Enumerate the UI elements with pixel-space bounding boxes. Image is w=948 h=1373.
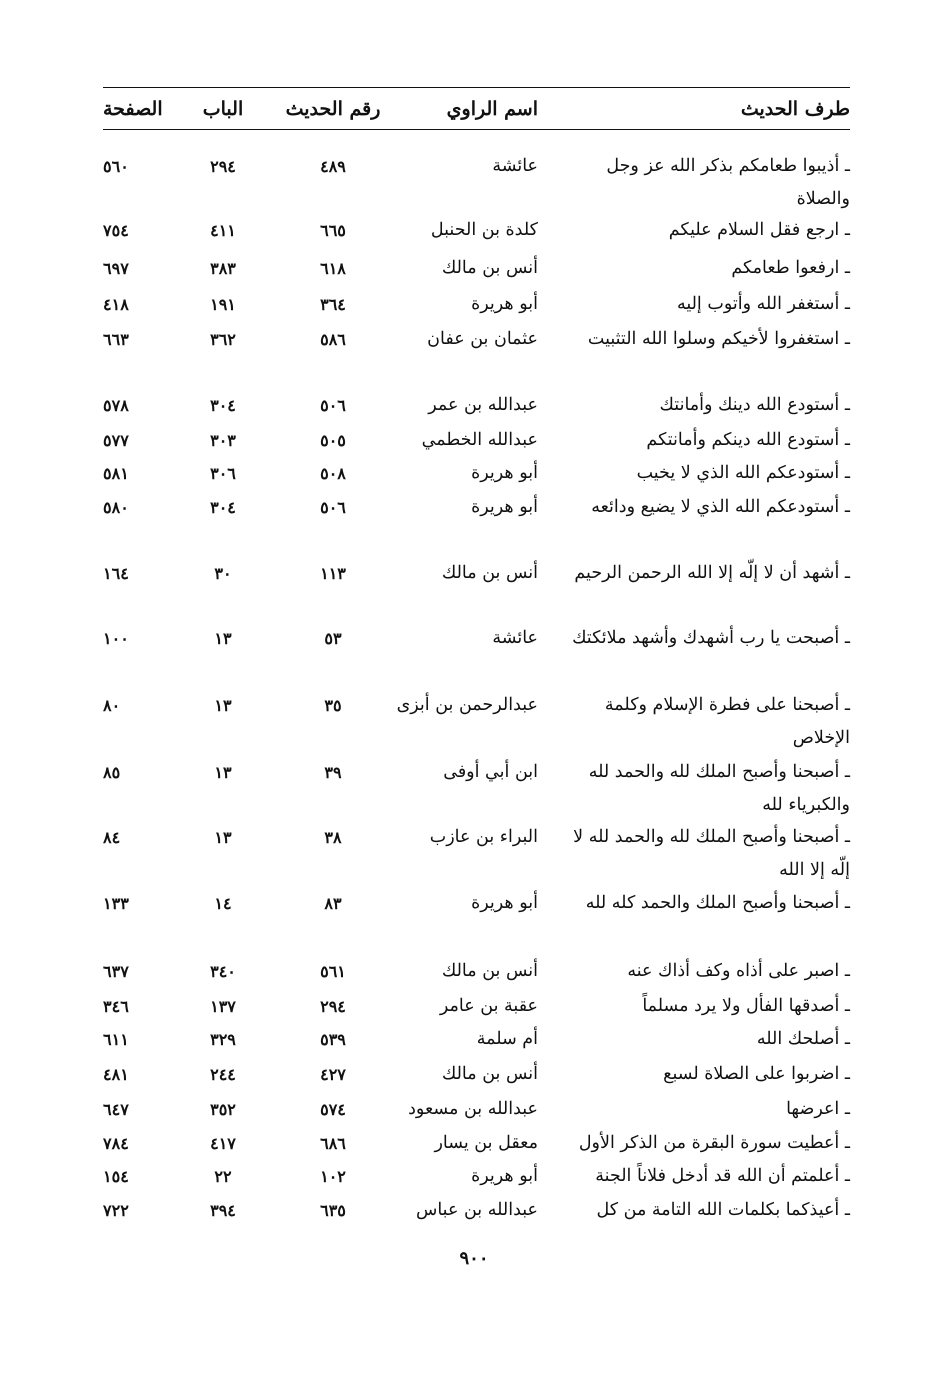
narrator-name: أنس بن مالك bbox=[441, 258, 538, 278]
chapter-number: ٣٢٩ bbox=[210, 1030, 236, 1049]
chapter-number: ٣٦٢ bbox=[210, 330, 236, 349]
header-rule bbox=[103, 129, 850, 130]
narrator-name: أنس بن مالك bbox=[441, 961, 538, 981]
page-ref: ٨٥ bbox=[103, 763, 121, 782]
hadith-number: ٣٩ bbox=[324, 763, 342, 782]
page-ref: ١٠٠ bbox=[103, 629, 129, 648]
hadith-number: ٨٣ bbox=[324, 894, 342, 913]
hadith-phrase: ـ أصبحنا وأصبح الملك لله والحمد لله لا إلّه إلا الله bbox=[573, 827, 850, 880]
hadith-number: ٥٠٦ bbox=[320, 498, 346, 517]
narrator-name: عبدالله الخطمي bbox=[421, 430, 538, 450]
chapter-number: ٤١١ bbox=[210, 221, 236, 240]
chapter-number: ٣٥٢ bbox=[210, 1100, 236, 1119]
page-ref: ٥٧٨ bbox=[103, 396, 129, 415]
page-ref: ٣٤٦ bbox=[103, 997, 129, 1016]
hadith-phrase: ـ أصلحك الله bbox=[756, 1029, 850, 1049]
narrator-name: عثمان بن عفان bbox=[427, 329, 538, 349]
page-ref: ٧٥٤ bbox=[103, 221, 129, 240]
hadith-number: ٦٨٦ bbox=[320, 1134, 346, 1153]
hadith-phrase: ـ ارجع فقل السلام عليكم bbox=[668, 220, 850, 240]
hadith-phrase: ـ ارفعوا طعامكم bbox=[731, 258, 850, 278]
chapter-number: ٣٠٦ bbox=[210, 464, 236, 483]
hadith-number: ٥٣ bbox=[324, 629, 342, 648]
hadith-phrase: ـ أصبحت يا رب أشهدك وأشهد ملائكتك bbox=[572, 628, 850, 648]
page-ref: ١٥٤ bbox=[103, 1167, 129, 1186]
chapter-number: ١٣٧ bbox=[210, 997, 236, 1016]
hadith-number: ٥٦١ bbox=[320, 962, 346, 981]
hadith-phrase: ـ أستودعكم الله الذي لا يخيب bbox=[636, 463, 850, 483]
chapter-number: ٣٩٤ bbox=[210, 1201, 236, 1220]
hadith-number: ٣٥ bbox=[324, 696, 342, 715]
chapter-number: ٣٠٤ bbox=[210, 498, 236, 517]
chapter-number: ١٩١ bbox=[210, 295, 236, 314]
narrator-name: أنس بن مالك bbox=[441, 563, 538, 583]
hadith-number: ٤٢٧ bbox=[320, 1065, 346, 1084]
hadith-phrase: ـ أصبحنا وأصبح الملك والحمد كله لله bbox=[585, 893, 850, 913]
page-ref: ١٦٤ bbox=[103, 564, 129, 583]
chapter-number: ٣٠٣ bbox=[210, 431, 236, 450]
narrator-name: ابن أبي أوفى bbox=[443, 762, 538, 782]
hadith-phrase: ـ أستودعكم الله الذي لا يضيع ودائعه bbox=[591, 497, 850, 517]
narrator-name: عقبة بن عامر bbox=[439, 996, 538, 1016]
hadith-number: ٣٨ bbox=[324, 828, 342, 847]
narrator-name: عائشة bbox=[492, 628, 538, 648]
hadith-number: ٤٨٩ bbox=[320, 157, 346, 176]
hadith-phrase: ـ أعطيت سورة البقرة من الذكر الأول bbox=[578, 1133, 850, 1153]
chapter-number: ٢٤٤ bbox=[210, 1065, 236, 1084]
page-ref: ٤١٨ bbox=[103, 295, 129, 314]
narrator-name: عائشة bbox=[492, 156, 538, 176]
hadith-number: ٦٣٥ bbox=[320, 1201, 346, 1220]
hadith-phrase: ـ أصدقها الفأل ولا يرد مسلماً bbox=[642, 996, 850, 1016]
page-ref: ٥٧٧ bbox=[103, 431, 129, 450]
hadith-phrase: ـ أذيبوا طعامكم بذكر الله عز وجل والصلاة bbox=[606, 156, 850, 209]
page-ref: ٦٤٧ bbox=[103, 1100, 129, 1119]
hadith-number: ٥٠٥ bbox=[320, 431, 346, 450]
page-ref: ٨٤ bbox=[103, 828, 121, 847]
page-ref: ٨٠ bbox=[103, 696, 121, 715]
hadith-number: ٥٠٦ bbox=[320, 396, 346, 415]
narrator-name: أبو هريرة bbox=[471, 893, 538, 913]
table-header bbox=[103, 94, 850, 124]
hadith-number: ٥٧٤ bbox=[320, 1100, 346, 1119]
hadith-number: ٥٠٨ bbox=[320, 464, 346, 483]
page-ref: ٧٢٢ bbox=[103, 1201, 129, 1220]
hadith-phrase: ـ استغفروا لأخيكم وسلوا الله التثبيت bbox=[587, 329, 850, 349]
header-narrator: اسم الراوي bbox=[446, 98, 538, 120]
narrator-name: كلدة بن الحنبل bbox=[430, 220, 538, 240]
narrator-name: عبدالرحمن بن أبزى bbox=[396, 695, 538, 715]
page-ref: ٦٩٧ bbox=[103, 259, 129, 278]
page-ref: ٦١١ bbox=[103, 1030, 129, 1049]
narrator-name: أبو هريرة bbox=[471, 294, 538, 314]
chapter-number: ١٤ bbox=[214, 894, 232, 913]
hadith-number: ١١٣ bbox=[320, 564, 346, 583]
header-hadith-phrase: طرف الحديث bbox=[740, 98, 850, 120]
hadith-phrase: ـ أعيذكما بكلمات الله التامة من كل bbox=[596, 1200, 850, 1220]
chapter-number: ٣٤٠ bbox=[210, 962, 236, 981]
page-ref: ٥٨١ bbox=[103, 464, 129, 483]
page-ref: ٥٨٠ bbox=[103, 498, 129, 517]
narrator-name: عبدالله بن عباس bbox=[415, 1200, 538, 1220]
page-number: ٩٠٠ bbox=[459, 1248, 489, 1269]
chapter-number: ٢٢ bbox=[214, 1167, 232, 1186]
chapter-number: ٢٩٤ bbox=[210, 157, 236, 176]
hadith-phrase: ـ أستودع الله دينك وأمانتك bbox=[659, 395, 850, 415]
header-page: الصفحة bbox=[103, 98, 163, 120]
narrator-name: أبو هريرة bbox=[471, 463, 538, 483]
hadith-phrase: ـ أشهد أن لا إلّه إلا الله الرحمن الرحيم bbox=[574, 563, 850, 583]
chapter-number: ١٣ bbox=[214, 763, 232, 782]
hadith-number: ٦٦٥ bbox=[320, 221, 346, 240]
hadith-number: ٣٦٤ bbox=[320, 295, 346, 314]
hadith-number: ١٠٢ bbox=[320, 1167, 346, 1186]
hadith-phrase: ـ أصبحنا على فطرة الإسلام وكلمة الإخلاص bbox=[604, 695, 850, 748]
header-chapter: الباب bbox=[202, 98, 244, 120]
hadith-number: ٥٨٦ bbox=[320, 330, 346, 349]
chapter-number: ١٣ bbox=[214, 828, 232, 847]
narrator-name: أم سلمة bbox=[476, 1029, 538, 1049]
hadith-phrase: ـ أستغفر الله وأتوب إليه bbox=[676, 294, 850, 314]
page-ref: ١٣٣ bbox=[103, 894, 129, 913]
hadith-phrase: ـ اصبر على أذاه وكف أذاك عنه bbox=[627, 961, 850, 981]
page-ref: ٦٣٧ bbox=[103, 962, 129, 981]
page-ref: ٥٦٠ bbox=[103, 157, 129, 176]
header-hadith-number: رقم الحديث bbox=[285, 98, 381, 120]
hadith-number: ٢٩٤ bbox=[320, 997, 346, 1016]
chapter-number: ٣٨٣ bbox=[210, 259, 236, 278]
hadith-phrase: ـ اضربوا على الصلاة لسبع bbox=[663, 1064, 850, 1084]
page-ref: ٧٨٤ bbox=[103, 1134, 129, 1153]
hadith-phrase: ـ اعرضها bbox=[786, 1099, 850, 1119]
hadith-number: ٦١٨ bbox=[320, 259, 346, 278]
narrator-name: عبدالله بن عمر bbox=[428, 395, 538, 415]
top-rule bbox=[103, 87, 850, 88]
hadith-phrase: ـ أستودع الله دينكم وأمانتكم bbox=[646, 430, 850, 450]
narrator-name: البراء بن عازب bbox=[429, 827, 538, 847]
hadith-phrase: ـ أصبحنا وأصبح الملك لله والحمد لله والكبرياء لله bbox=[588, 762, 850, 815]
hadith-number: ٥٣٩ bbox=[320, 1030, 346, 1049]
chapter-number: ٣٠٤ bbox=[210, 396, 236, 415]
chapter-number: ١٣ bbox=[214, 696, 232, 715]
chapter-number: ٤١٧ bbox=[210, 1134, 236, 1153]
narrator-name: أبو هريرة bbox=[471, 1166, 538, 1186]
narrator-name: معقل بن يسار bbox=[434, 1133, 538, 1153]
page-ref: ٦٦٣ bbox=[103, 330, 129, 349]
chapter-number: ٣٠ bbox=[214, 564, 232, 583]
narrator-name: أنس بن مالك bbox=[441, 1064, 538, 1084]
page-ref: ٤٨١ bbox=[103, 1065, 129, 1084]
hadith-phrase: ـ أعلمتم أن الله قد أدخل فلاناً الجنة bbox=[595, 1166, 850, 1186]
narrator-name: عبدالله بن مسعود bbox=[408, 1099, 538, 1119]
narrator-name: أبو هريرة bbox=[471, 497, 538, 517]
chapter-number: ١٣ bbox=[214, 629, 232, 648]
